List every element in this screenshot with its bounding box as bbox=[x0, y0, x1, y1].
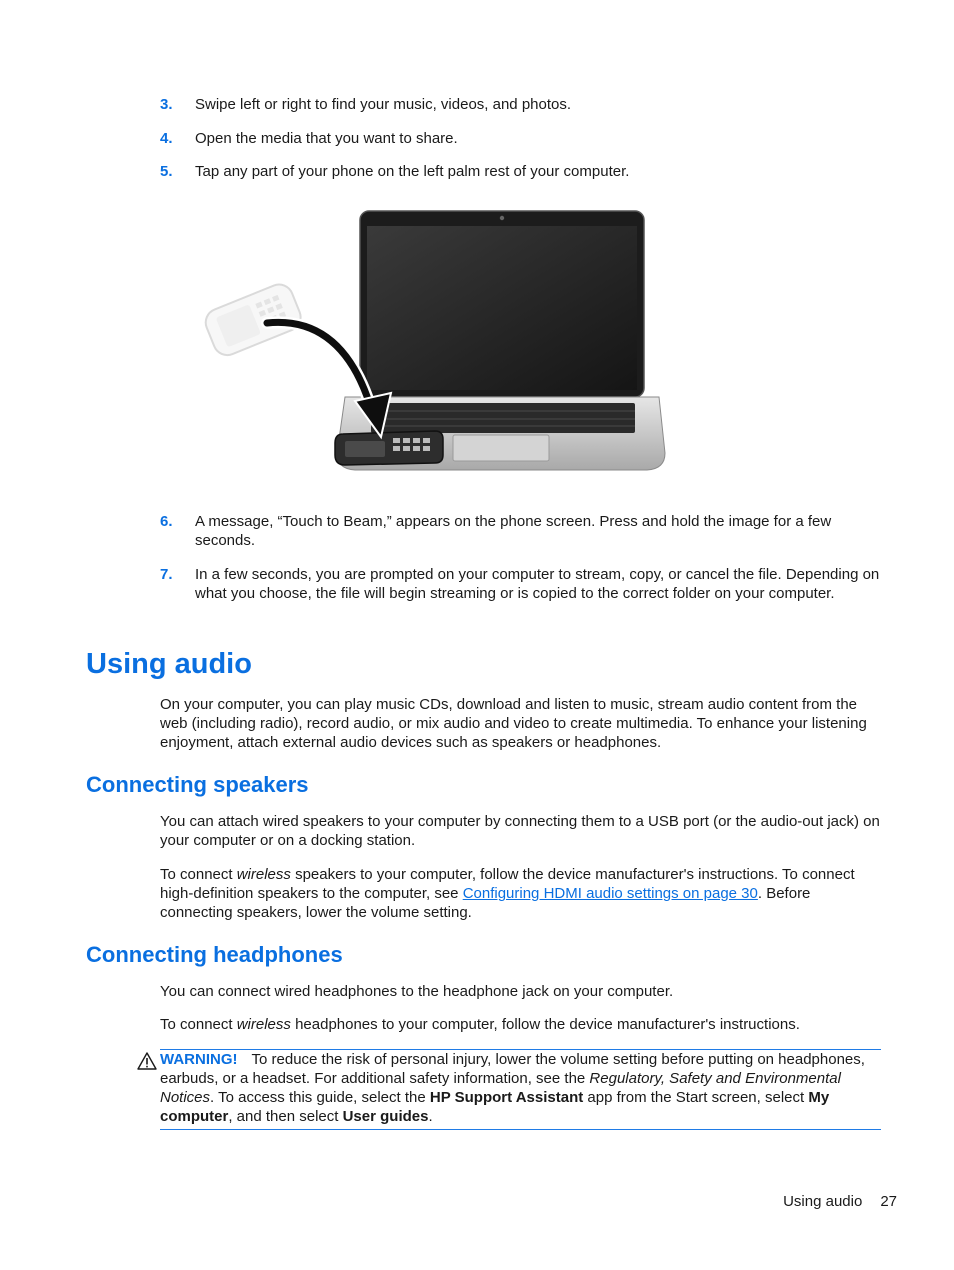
text-run: . To access this guide, select the bbox=[210, 1089, 430, 1106]
phone-on-palmrest-icon bbox=[335, 431, 443, 465]
text-run: To reduce the risk of personal injury, lower the volume setting before putting on headphones, earbuds, or a headset. For additional safety information, see the bbox=[160, 1051, 865, 1087]
speakers-para-1: You can attach wired speakers to your computer by connecting them to a USB port (or the audio-out jack) on your computer or on a docking station. bbox=[160, 813, 880, 849]
text-run: . bbox=[428, 1108, 433, 1125]
laptop-screen bbox=[367, 226, 637, 390]
headphones-para-1: You can connect wired headphones to the headphone jack on your computer. bbox=[160, 983, 674, 1000]
page-footer bbox=[783, 1192, 897, 1211]
emphasis: Regulatory, Safety and Environmental Notices bbox=[160, 1070, 841, 1106]
touchpad bbox=[453, 435, 549, 461]
text-run: To connect bbox=[160, 866, 237, 883]
bold-text: HP Support Assistant bbox=[429, 1089, 584, 1106]
footer-section-name: Using audio bbox=[783, 1193, 863, 1210]
step-number: 5. bbox=[160, 163, 173, 180]
step-text: In a few seconds, you are prompted on your computer to stream, copy, or cancel the file. Depending on what you choose, the file will begin streaming or is copied to the correct folder on your computer. bbox=[195, 566, 880, 602]
step-number: 6. bbox=[160, 513, 173, 530]
speakers-para-2 bbox=[160, 865, 885, 922]
step-text: Tap any part of your phone on the left palm rest of your computer. bbox=[195, 163, 630, 180]
text-run: headphones to your computer, follow the device manufacturer's instructions. bbox=[290, 1016, 800, 1033]
hdmi-audio-settings-link[interactable]: Configuring HDMI audio settings on page 30 bbox=[462, 885, 758, 902]
text-run: app from the Start screen, select bbox=[583, 1089, 809, 1106]
text-run: . Before connecting speakers, lower the volume setting. bbox=[160, 885, 811, 921]
headphones-heading: Connecting headphones bbox=[86, 942, 343, 967]
step-text: A message, “Touch to Beam,” appears on the phone screen. Press and hold the image for a few seconds. bbox=[195, 513, 832, 549]
text-run: , and then select bbox=[228, 1108, 343, 1125]
section-title: Using audio bbox=[86, 648, 252, 680]
speakers-heading: Connecting speakers bbox=[86, 772, 309, 797]
step-3 bbox=[160, 95, 885, 114]
keyboard bbox=[371, 403, 635, 433]
emphasis: wireless bbox=[236, 1016, 291, 1033]
step-4 bbox=[160, 129, 885, 148]
step-5 bbox=[160, 162, 885, 181]
warning-text bbox=[160, 1050, 885, 1126]
section-intro: On your computer, you can play music CDs, download and listen to music, stream audio content from the web (including radio), record audio, or mix audio and video to create multimedia. To enhance your listening enjoyment, attach external audio devices such as speakers or headphones. bbox=[160, 696, 867, 751]
headphones-para-2 bbox=[160, 1015, 885, 1034]
step-number: 4. bbox=[160, 130, 173, 147]
step-text: Open the media that you want to share. bbox=[195, 130, 458, 147]
step-text: Swipe left or right to find your music, videos, and photos. bbox=[195, 96, 572, 113]
warning-triangle-icon bbox=[137, 1052, 157, 1070]
webcam bbox=[500, 216, 504, 220]
bold-text: My computer bbox=[160, 1089, 830, 1125]
text-run: speakers to your computer, follow the device manufacturer's instructions. To connect high-definition speakers to the computer, see bbox=[160, 866, 855, 902]
step-number: 7. bbox=[160, 566, 173, 583]
step-7 bbox=[160, 565, 885, 603]
text-run: To connect bbox=[160, 1016, 237, 1033]
step-number: 3. bbox=[160, 96, 173, 113]
touch-to-beam-illustration bbox=[195, 205, 675, 480]
emphasis: wireless bbox=[236, 866, 291, 883]
bold-text: User guides bbox=[342, 1108, 429, 1125]
warning-label: WARNING! bbox=[160, 1051, 238, 1068]
step-6 bbox=[160, 512, 885, 550]
page-number: 27 bbox=[880, 1193, 897, 1210]
